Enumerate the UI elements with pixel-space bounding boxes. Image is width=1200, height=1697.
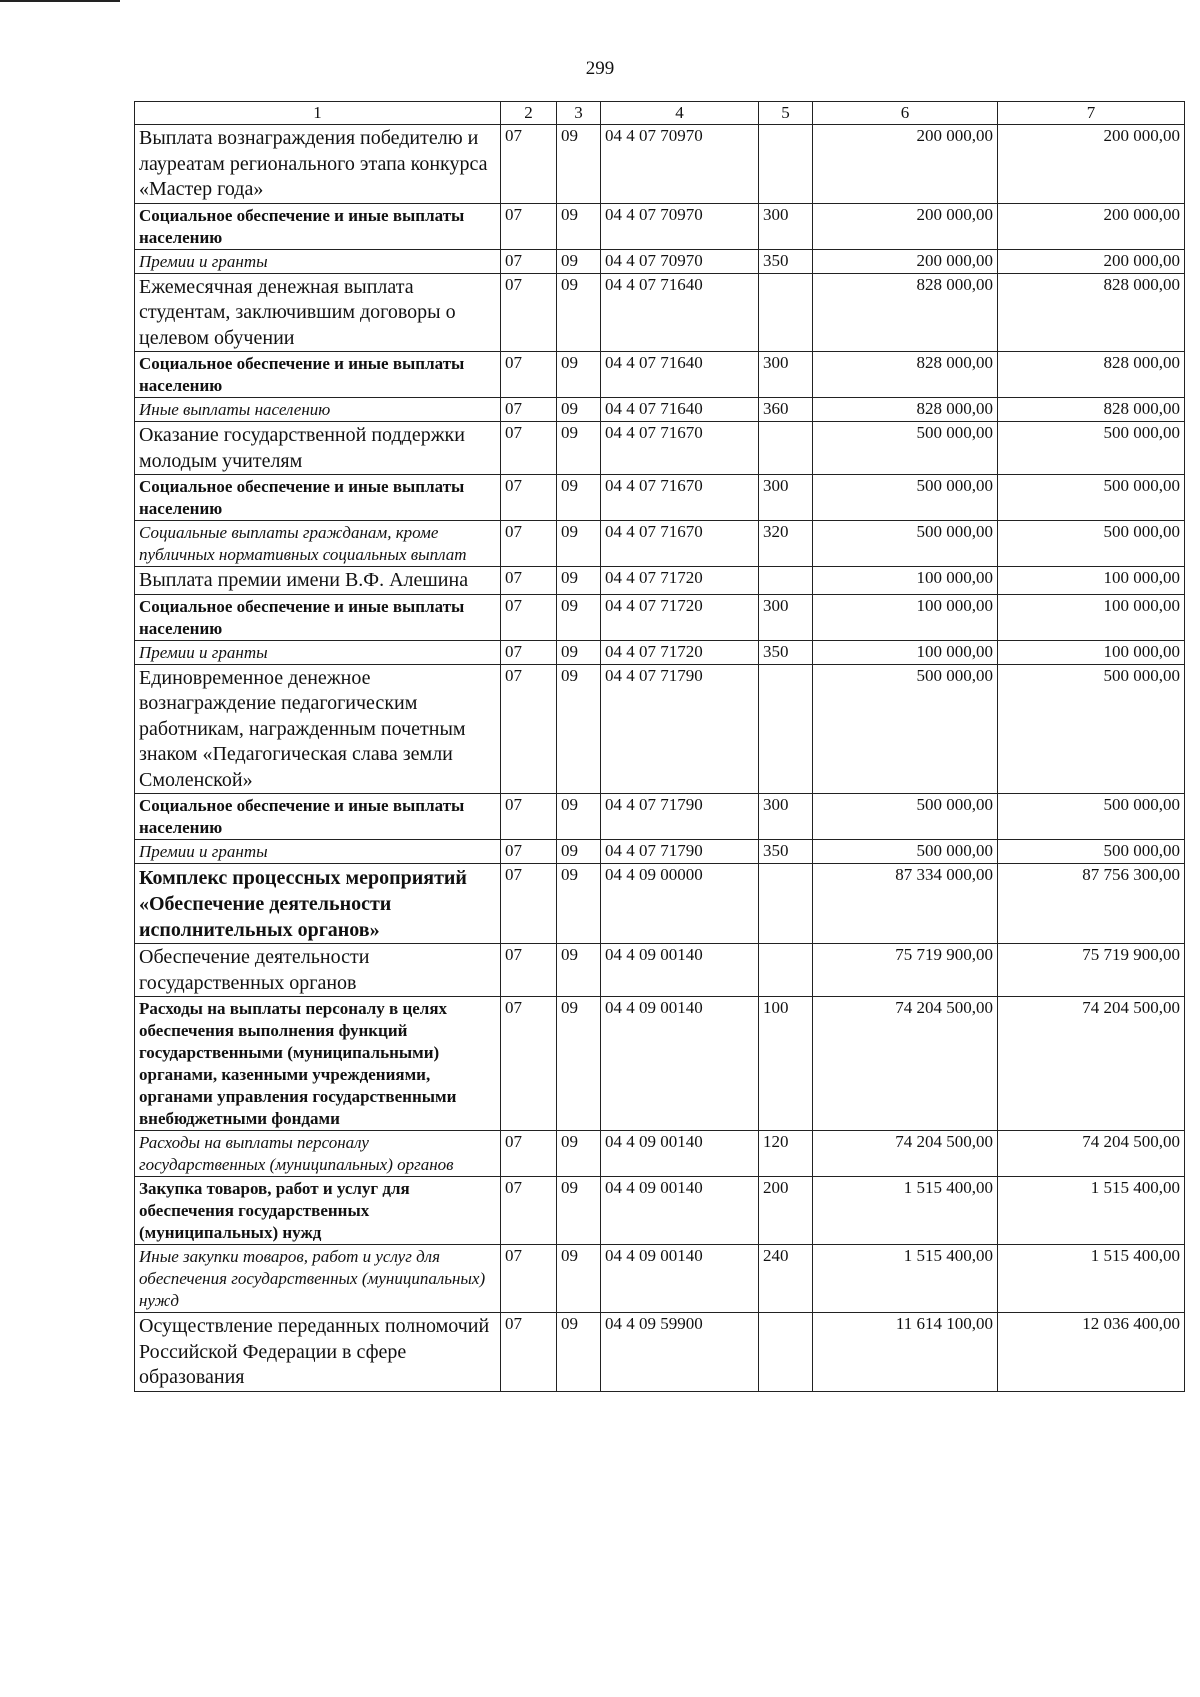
section-code: 07 [501,1177,557,1245]
amount-year-2: 500 000,00 [998,840,1185,864]
target-article-code: 04 4 07 71720 [601,594,759,640]
amount-year-1: 200 000,00 [813,203,998,249]
section-code: 07 [501,1131,557,1177]
expense-type-code: 350 [759,840,813,864]
expense-type-code [759,1313,813,1392]
amount-year-2: 200 000,00 [998,125,1185,204]
amount-year-1: 74 204 500,00 [813,1131,998,1177]
row-name: Единовременное денежное вознаграждение педагогическим работникам, награжденным почетным знаком «Педагогическая слава земли Смоленской» [135,664,501,794]
target-article-code: 04 4 09 00140 [601,944,759,997]
target-article-code: 04 4 07 71670 [601,521,759,567]
row-name: Комплекс процессных мероприятий «Обеспечение деятельности исполнительных органов» [135,864,501,944]
table-row [135,125,1185,204]
subsection-code: 09 [557,997,601,1131]
section-code: 07 [501,567,557,595]
table-row [135,640,1185,664]
section-code: 07 [501,475,557,521]
subsection-code: 09 [557,125,601,204]
table-row [135,664,1185,794]
amount-year-2: 75 719 900,00 [998,944,1185,997]
section-code: 07 [501,273,557,352]
amount-year-1: 87 334 000,00 [813,864,998,944]
subsection-code: 09 [557,422,601,475]
target-article-code: 04 4 07 71670 [601,422,759,475]
target-article-code: 04 4 07 70970 [601,203,759,249]
column-header: 4 [601,102,759,125]
subsection-code: 09 [557,352,601,398]
subsection-code: 09 [557,944,601,997]
table-row [135,398,1185,422]
subsection-code: 09 [557,1131,601,1177]
expense-type-code: 300 [759,203,813,249]
table-row [135,944,1185,997]
expense-type-code [759,944,813,997]
section-code: 07 [501,249,557,273]
amount-year-1: 100 000,00 [813,567,998,595]
subsection-code: 09 [557,1245,601,1313]
table-row [135,567,1185,595]
target-article-code: 04 4 07 71640 [601,398,759,422]
row-name: Премии и гранты [135,840,501,864]
amount-year-1: 100 000,00 [813,640,998,664]
row-name: Социальное обеспечение и иные выплаты населению [135,475,501,521]
target-article-code: 04 4 07 71720 [601,567,759,595]
amount-year-2: 1 515 400,00 [998,1177,1185,1245]
section-code: 07 [501,422,557,475]
target-article-code: 04 4 09 00140 [601,1131,759,1177]
subsection-code: 09 [557,521,601,567]
budget-table [134,101,1185,1392]
table-row [135,1245,1185,1313]
amount-year-1: 74 204 500,00 [813,997,998,1131]
amount-year-2: 100 000,00 [998,567,1185,595]
amount-year-2: 500 000,00 [998,521,1185,567]
subsection-code: 09 [557,594,601,640]
section-code: 07 [501,840,557,864]
amount-year-2: 828 000,00 [998,398,1185,422]
row-name: Осуществление переданных полномочий Российской Федерации в сфере образования [135,1313,501,1392]
page-number: 299 [585,58,615,79]
table-row [135,521,1185,567]
target-article-code: 04 4 07 71790 [601,664,759,794]
table-row [135,273,1185,352]
expense-type-code [759,273,813,352]
amount-year-1: 100 000,00 [813,594,998,640]
subsection-code: 09 [557,567,601,595]
column-header: 3 [557,102,601,125]
amount-year-1: 500 000,00 [813,840,998,864]
row-name: Социальное обеспечение и иные выплаты населению [135,352,501,398]
expense-type-code: 360 [759,398,813,422]
row-name: Обеспечение деятельности государственных органов [135,944,501,997]
column-header: 1 [135,102,501,125]
section-code: 07 [501,521,557,567]
subsection-code: 09 [557,864,601,944]
amount-year-1: 200 000,00 [813,249,998,273]
amount-year-1: 828 000,00 [813,273,998,352]
amount-year-1: 200 000,00 [813,125,998,204]
row-name: Премии и гранты [135,640,501,664]
section-code: 07 [501,794,557,840]
expense-type-code [759,422,813,475]
row-name: Иные закупки товаров, работ и услуг для обеспечения государственных (муниципальных) нужд [135,1245,501,1313]
amount-year-2: 500 000,00 [998,475,1185,521]
section-code: 07 [501,125,557,204]
row-name: Расходы на выплаты персоналу государственных (муниципальных) органов [135,1131,501,1177]
expense-type-code: 300 [759,794,813,840]
expense-type-code: 200 [759,1177,813,1245]
target-article-code: 04 4 09 59900 [601,1313,759,1392]
subsection-code: 09 [557,1177,601,1245]
table-body [135,125,1185,1392]
target-article-code: 04 4 07 71640 [601,273,759,352]
expense-type-code: 120 [759,1131,813,1177]
subsection-code: 09 [557,203,601,249]
row-name: Социальное обеспечение и иные выплаты населению [135,794,501,840]
amount-year-2: 500 000,00 [998,664,1185,794]
row-name: Выплата вознаграждения победителю и лауреатам регионального этапа конкурса «Мастер года» [135,125,501,204]
amount-year-2: 1 515 400,00 [998,1245,1185,1313]
section-code: 07 [501,664,557,794]
section-code: 07 [501,1245,557,1313]
target-article-code: 04 4 07 70970 [601,125,759,204]
expense-type-code: 350 [759,249,813,273]
amount-year-1: 828 000,00 [813,398,998,422]
target-article-code: 04 4 07 70970 [601,249,759,273]
amount-year-1: 500 000,00 [813,521,998,567]
expense-type-code: 320 [759,521,813,567]
amount-year-1: 500 000,00 [813,664,998,794]
target-article-code: 04 4 07 71640 [601,352,759,398]
expense-type-code: 350 [759,640,813,664]
expense-type-code: 300 [759,475,813,521]
subsection-code: 09 [557,664,601,794]
table-row [135,249,1185,273]
column-header: 7 [998,102,1185,125]
column-header: 6 [813,102,998,125]
amount-year-2: 200 000,00 [998,203,1185,249]
subsection-code: 09 [557,398,601,422]
target-article-code: 04 4 09 00140 [601,997,759,1131]
amount-year-2: 74 204 500,00 [998,997,1185,1131]
expense-type-code: 300 [759,352,813,398]
table-row [135,594,1185,640]
table-row [135,997,1185,1131]
amount-year-2: 74 204 500,00 [998,1131,1185,1177]
subsection-code: 09 [557,273,601,352]
row-name: Выплата премии имени В.Ф. Алешина [135,567,501,595]
expense-type-code [759,864,813,944]
table-row [135,1177,1185,1245]
amount-year-1: 500 000,00 [813,475,998,521]
amount-year-1: 500 000,00 [813,794,998,840]
section-code: 07 [501,640,557,664]
table-row [135,422,1185,475]
target-article-code: 04 4 09 00140 [601,1177,759,1245]
expense-type-code [759,567,813,595]
table-row [135,864,1185,944]
expense-type-code: 240 [759,1245,813,1313]
table-row [135,1131,1185,1177]
table-row [135,352,1185,398]
column-header: 5 [759,102,813,125]
section-code: 07 [501,203,557,249]
table-row [135,203,1185,249]
row-name: Социальное обеспечение и иные выплаты населению [135,594,501,640]
subsection-code: 09 [557,794,601,840]
section-code: 07 [501,997,557,1131]
amount-year-1: 1 515 400,00 [813,1177,998,1245]
subsection-code: 09 [557,840,601,864]
column-number-row [135,102,1185,125]
amount-year-2: 500 000,00 [998,422,1185,475]
column-header: 2 [501,102,557,125]
row-name: Социальное обеспечение и иные выплаты населению [135,203,501,249]
target-article-code: 04 4 09 00140 [601,1245,759,1313]
row-name: Иные выплаты населению [135,398,501,422]
amount-year-2: 12 036 400,00 [998,1313,1185,1392]
amount-year-2: 500 000,00 [998,794,1185,840]
expense-type-code: 100 [759,997,813,1131]
amount-year-1: 11 614 100,00 [813,1313,998,1392]
amount-year-2: 87 756 300,00 [998,864,1185,944]
expense-type-code: 300 [759,594,813,640]
row-name: Оказание государственной поддержки молодым учителям [135,422,501,475]
target-article-code: 04 4 07 71670 [601,475,759,521]
amount-year-2: 100 000,00 [998,594,1185,640]
target-article-code: 04 4 07 71720 [601,640,759,664]
target-article-code: 04 4 07 71790 [601,840,759,864]
amount-year-2: 100 000,00 [998,640,1185,664]
section-code: 07 [501,594,557,640]
section-code: 07 [501,398,557,422]
amount-year-2: 828 000,00 [998,273,1185,352]
scan-corner-mark [0,0,120,6]
target-article-code: 04 4 07 71790 [601,794,759,840]
amount-year-2: 828 000,00 [998,352,1185,398]
row-name: Премии и гранты [135,249,501,273]
amount-year-2: 200 000,00 [998,249,1185,273]
table-row [135,475,1185,521]
row-name: Расходы на выплаты персоналу в целях обеспечения выполнения функций государственными (муниципальными) органами, казенными учреждениями, органами управления государственными внебюджетными фондами [135,997,501,1131]
table-row [135,1313,1185,1392]
row-name: Ежемесячная денежная выплата студентам, заключившим договоры о целевом обучении [135,273,501,352]
subsection-code: 09 [557,249,601,273]
section-code: 07 [501,352,557,398]
row-name: Социальные выплаты гражданам, кроме публичных нормативных социальных выплат [135,521,501,567]
subsection-code: 09 [557,640,601,664]
subsection-code: 09 [557,475,601,521]
table-row [135,794,1185,840]
section-code: 07 [501,944,557,997]
section-code: 07 [501,1313,557,1392]
amount-year-1: 500 000,00 [813,422,998,475]
amount-year-1: 828 000,00 [813,352,998,398]
expense-type-code [759,125,813,204]
subsection-code: 09 [557,1313,601,1392]
amount-year-1: 75 719 900,00 [813,944,998,997]
table-row [135,840,1185,864]
amount-year-1: 1 515 400,00 [813,1245,998,1313]
section-code: 07 [501,864,557,944]
target-article-code: 04 4 09 00000 [601,864,759,944]
expense-type-code [759,664,813,794]
row-name: Закупка товаров, работ и услуг для обеспечения государственных (муниципальных) нужд [135,1177,501,1245]
